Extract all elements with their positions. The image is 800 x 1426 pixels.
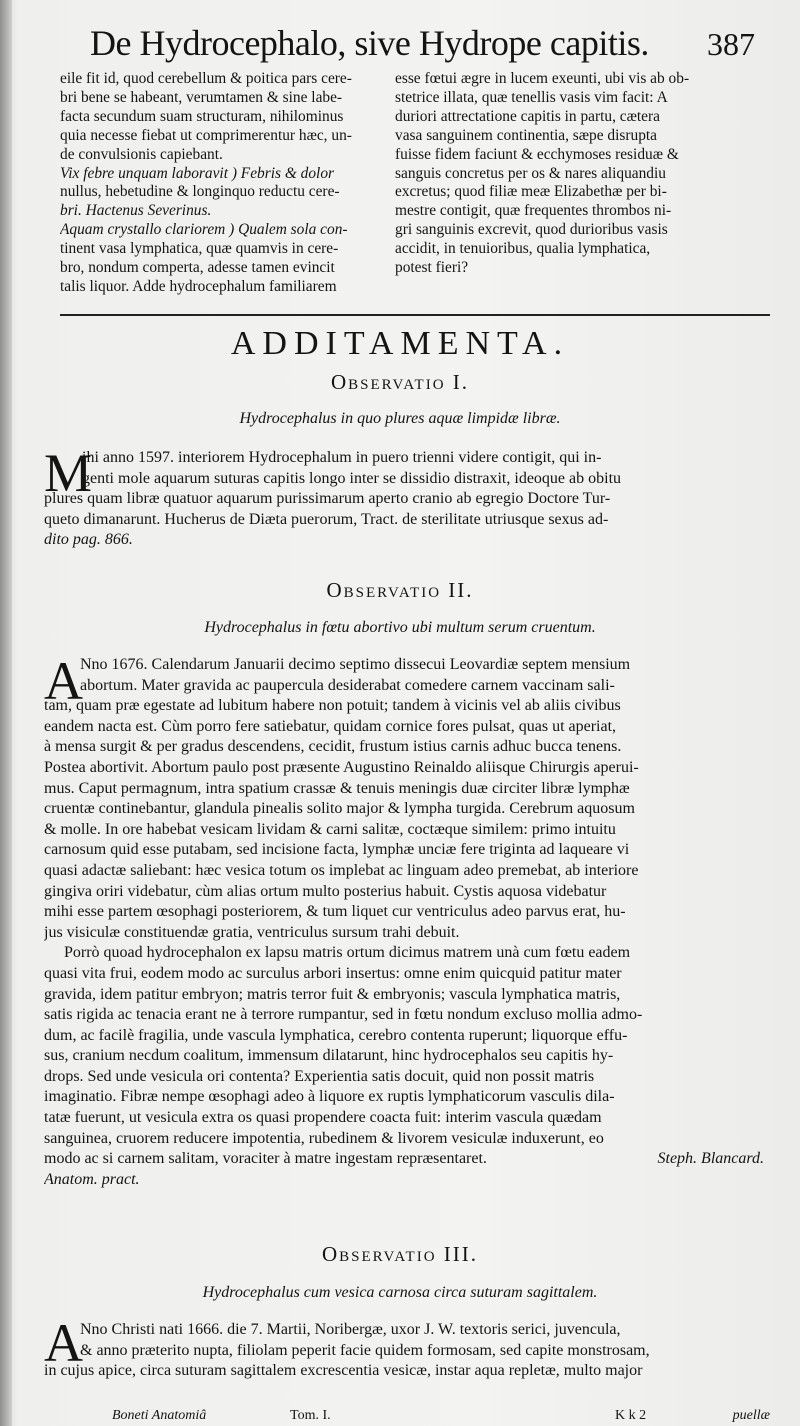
text-line: potest fieri?: [395, 259, 469, 277]
text-line: gravida, idem patitur embryon; matris terror fuit & embryonis; vascula lymphatica matris,: [44, 985, 621, 1003]
text-line: facta secundum suam structuram, nihilominus: [60, 107, 344, 125]
text-line: quasi vita frui, eodem modo ac surculus arbori insertus: omne enim quicquid patitur mater: [44, 964, 622, 982]
obs3-dropcap: A: [44, 1313, 83, 1373]
text-line: sanguinea, cruorem reducere impotentia, rubedinem & livorem vesiculæ induxerunt, eo: [44, 1129, 604, 1147]
text-line: sanguis concretus per os & nares aliquandiu: [395, 164, 666, 182]
text-line: duriori attrectatione capitis in partu, cætera: [395, 107, 660, 125]
text-line: dito pag. 866.: [44, 531, 133, 549]
text-line: mihi esse partem œsophagi posteriorem, & tum liquet cur ventriculus adeo parvus erat, hu-: [44, 903, 626, 921]
text-line: bri. Hactenus Severinus.: [60, 202, 212, 220]
obs3-text: [44, 1320, 768, 1382]
text-line: genti mole aquarum suturas capitis longo inter se dissidio distraxit, ideoque ab obitu: [82, 469, 622, 487]
running-title: De Hydrocephalo, sive Hydrope capitis.: [90, 23, 649, 63]
obs3-subtitle: Hydrocephalus cum vesica carnosa circa suturam sagittalem.: [202, 1284, 598, 1301]
text-line: Postea abortivit. Abortum paulo post præsente Augustino Reinaldo aliisque Chirurgis aperui-: [44, 758, 639, 776]
page-footer: [60, 1407, 770, 1425]
page-header: [90, 20, 755, 70]
obs1-heading: Observatio I.: [330, 370, 470, 394]
obs1-subtitle: Hydrocephalus in quo plures aquæ limpidæ libræ.: [239, 410, 561, 427]
text-line: ihi anno 1597. interiorem Hydrocephalum in puero trienni videre contigit, qui in-: [82, 449, 602, 466]
text-line: gingiva oriri videbatur, cùm alias ortum multo posterius habuit. Cystis aquosa videbatur: [44, 882, 607, 900]
text-line: quasi adactæ saliebant: hæc vesica totum os implebat ac linguam adeo premebat, ab interiore: [44, 861, 639, 879]
text-line: Porrò quoad hydrocephalon ex lapsu matris ortum dicimus matrem unà cum fœtu eadem: [64, 944, 631, 962]
text-line: Vix febre unquam laboravit ) Febris & dolor: [60, 164, 335, 182]
text-line: bro, nondum comperta, adesse tamen evincit: [60, 259, 335, 277]
text-line: quia necesse fiebat ut comprimerentur hæc, un-: [60, 126, 352, 144]
text-line: excretus; quod filiæ meæ Elizabethæ per bi-: [395, 183, 667, 201]
text-line: tam, quam præ egestate ad lubitum habere non potuit; tandem à vicinis vel ab aliis civibus: [44, 697, 621, 715]
text-line: mestre contigit, quæ frequentes thrombos ni-: [395, 202, 672, 220]
signature: Steph. Blancard.: [657, 1150, 764, 1168]
text-line: Nno Christi nati 1666. die 7. Martii, Noribergæ, uxor J. W. textoris serici, juvencula,: [80, 1321, 621, 1338]
obs2-text: [44, 651, 768, 1190]
text-line: carnosum quid esse putabam, sed incisione facta, lymphæ unciæ fere triginta ad laqueare vi: [44, 841, 630, 859]
text-line: tinent vasa lymphatica, quæ quamvis in cere-: [60, 240, 339, 258]
left-column: [60, 70, 385, 297]
text-line: fuisse fidem faciunt & ecchymoses residuæ &: [395, 145, 679, 163]
text-line: jus visiculæ constituendæ gratia, ventriculus sursum trahi debuit.: [44, 923, 460, 941]
text-line: Aquam crystallo clariorem ) Qualem sola con-: [60, 221, 348, 239]
text-line: plures quam libræ quatuor aquarum purissimarum aperto cranio ab egregio Doctore Tur-: [44, 490, 611, 508]
section-rule: [60, 314, 770, 316]
obs3-heading: Observatio III.: [321, 1242, 479, 1266]
obs2-dropcap: A: [44, 651, 83, 711]
text-line: & anno præterito nupta, filiolam peperit facie quidem formosam, sed capite monstrosam,: [80, 1341, 650, 1359]
catchword: puellæ: [732, 1408, 770, 1423]
obs1-dropcap: M: [44, 443, 93, 503]
text-line: bri bene se habeant, verumtamen & sine labe-: [60, 88, 343, 106]
text-line: [44, 1149, 768, 1170]
text-line: queto dimanarunt. Hucherus de Diæta puerorum, Tract. de sterilitate utriusque sexus ad-: [44, 510, 609, 528]
text-line: in cujus apice, circa suturam sagittalem excrescentia vesicæ, instar aqua repletæ, multo major: [44, 1362, 643, 1380]
additamenta-title: ADDITAMENTA.: [230, 325, 570, 362]
text-line: drops. Sed unde vesicula ori contenta? Experientia satis docuit, quid non possit matris: [44, 1067, 595, 1085]
text-line: nullus, hebetudine & longinquo reductu cere-: [60, 183, 340, 201]
text-line: sus, cranium necdum coalitum, immensum dilatarunt, hinc hydrocephalos seu capitis hy-: [44, 1047, 614, 1065]
text-line: mus. Caput permagnum, intra spatium crassæ & tenuis meningis duæ circiter libræ lymphæ: [44, 779, 630, 797]
text-line-content: modo ac si carnem salitam, voraciter à matre ingestam repræsentaret.: [44, 1150, 487, 1168]
binding-gutter: [0, 0, 12, 1426]
text-line: tatæ fuerunt, ut vesicula extra os quasi propendere coacta fuit: interim vascula quædam: [44, 1109, 602, 1127]
text-line: vasa sanguinem continentia, sæpe disrupta: [395, 126, 658, 144]
page-number: 387: [707, 26, 755, 62]
text-line: Nno 1676. Calendarum Januarii decimo septimo dissecui Leovardiæ septem mensium: [80, 656, 631, 673]
text-line: à mensa surgit & per gradus descendens, cecidit, frustum istius carnis adhuc bucca tenens.: [44, 738, 622, 756]
text-line: eandem nacta est. Cùm porro fere satiebatur, quidam cornice fores pulsat, quas ut aperiat,: [44, 717, 617, 735]
text-line: de convulsionis capiebant.: [60, 145, 223, 163]
right-column: [395, 70, 760, 278]
text-line: accidit, in tenuioribus, qualia lymphatica,: [395, 240, 651, 258]
text-line: dum, ac facilè fragilia, unde vascula lymphatica, cerebro contenta ruperunt; liquorque effu-: [44, 1026, 628, 1044]
text-line: talis liquor. Adde hydrocephalum familiarem: [60, 277, 337, 295]
text-line: eile fit id, quod cerebellum & poitica pars cere-: [60, 70, 352, 87]
signature-mark: K k 2: [615, 1408, 647, 1423]
text-line: gri sanguinis excrevit, quod durioribus vasis: [395, 221, 668, 239]
text-line: imaginatio. Fibræ nempe œsophagi adeo à liquore ex ruptis lymphaticorum vasculis dila-: [44, 1088, 615, 1106]
text-line: abortum. Mater gravida ac paupercula desiderabat comedere carnem vaccinam sali-: [80, 676, 615, 694]
obs1-text: [44, 443, 768, 551]
footer-source: Boneti Anatomiâ: [112, 1408, 207, 1423]
text-line: esse fœtui ægre in lucem exeunti, ubi vis ab ob-: [395, 70, 690, 87]
obs2-subtitle: Hydrocephalus in fœtu abortivo ubi multum serum cruentum.: [204, 619, 596, 636]
text-line: stetrice illata, quæ tenellis vasis vim facit: A: [395, 88, 668, 106]
obs2-heading: Observatio II.: [326, 578, 474, 602]
text-line: satis rigida ac tenacia erant ne à terrore rumpantur, sed in fœtu nondum excluso mollia admo-: [44, 1006, 643, 1024]
text-line: cruentæ continebantur, glandula pinealis solito major & lympha turgida. Cerebrum aquosum: [44, 800, 635, 818]
signature-line: Anatom. pract.: [44, 1170, 140, 1188]
footer-tome: Tom. I.: [290, 1408, 331, 1423]
text-line: & molle. In ore habebat vesicam lividam & carni salitæ, coctæque similem: primo intuitu: [44, 820, 616, 838]
